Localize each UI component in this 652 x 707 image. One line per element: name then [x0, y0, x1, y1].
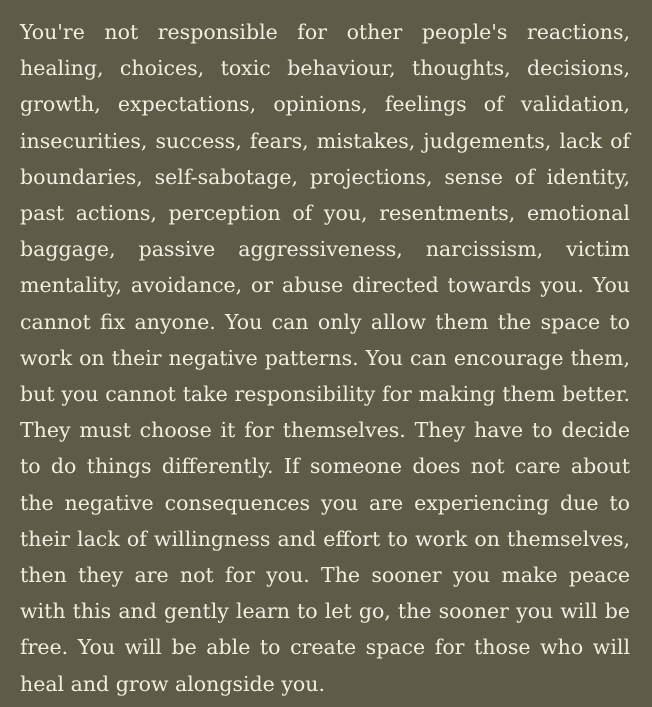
quote-text: You're not responsible for other people's reactions, healing, choices, toxic behaviour, thoughts, decisions, growth, expectations, opinions, feelings of validation, insecurities, success, fears, mistakes, judgements, lack of boundaries, self-sabotage, projections, sense of identity, past actions, perception of you, resentments, emotional baggage, passive aggressiveness, narcissism, victim mentality, avoidance, or abuse directed towards you. You cannot fix anyone. You can only allow them the space to work on their negative patterns. You can encourage them, but you cannot take responsibility for making them better. They must choose it for themselves. They have to decide to do things differently. If someone does not care about the negative consequences you are experiencing due to their lack of willingness and effort to work on themselves, then they are not for you. The sooner you make peace with this and gently learn to let go, the sooner you will be free. You will be able to create space for those who will heal and grow alongside you. — [20, 20, 630, 696]
